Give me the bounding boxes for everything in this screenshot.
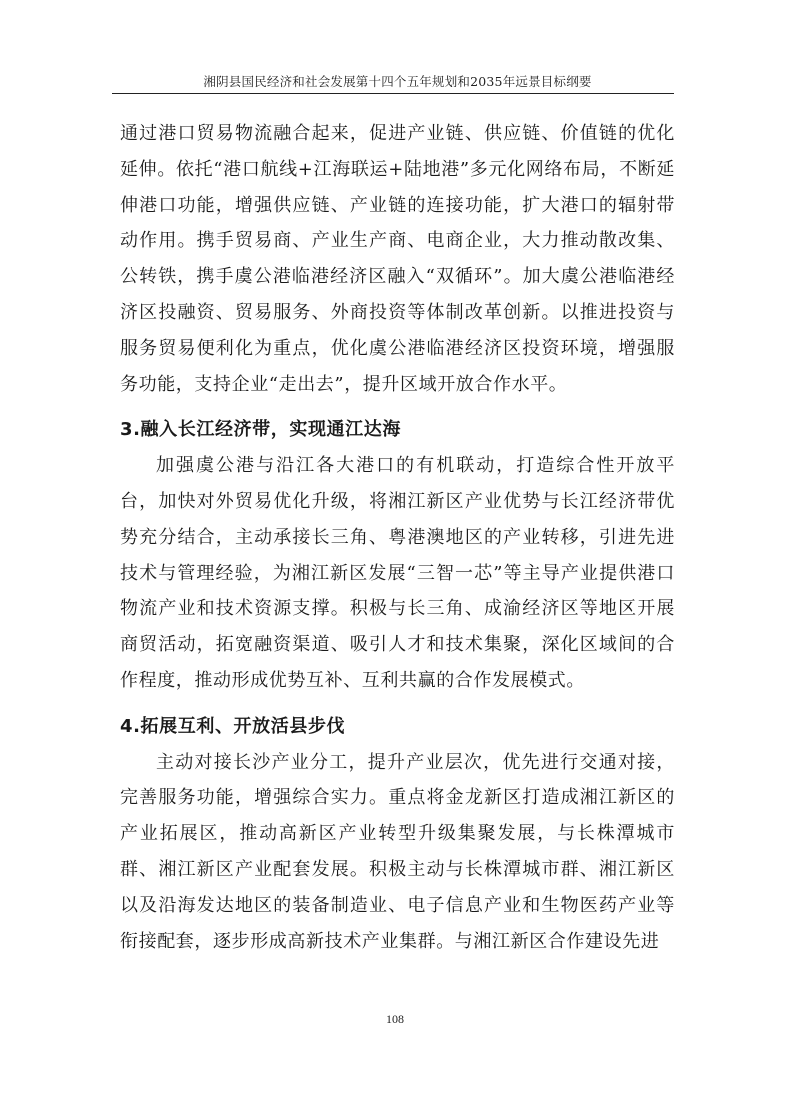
paragraph-section-3: 加强虞公港与沿江各大港口的有机联动，打造综合性开放平台，加快对外贸易优化升级，将湘江新区产业优势与长江经济带优势充分结合，主动承接长三角、粤港澳地区的产业转移，引进先进技术与管理经验，为湘江新区发展“三智一芯”等主导产业提供港口物流产业和技术资源支撑。积极与长三角、成渝经济区等地区开展商贸活动，拓宽融资渠道、吸引人才和技术集聚，深化区域间的合作程度，推动形成优势互补、互利共赢的合作发展模式。: [120, 455, 675, 691]
paragraph-continuation: 通过港口贸易物流融合起来，促进产业链、供应链、价值链的优化延伸。依托“港口航线+江海联运+陆地港”多元化网络布局，不断延伸港口功能，增强供应链、产业链的连接功能，扩大港口的辐射带动作用。携手贸易商、产业生产商、电商企业，大力推动散改集、公转铁，携手虞公港临港经济区融入“双循环”。加大虞公港临港经济区投融资、贸易服务、外商投资等体制改革创新。以推进投资与服务贸易便利化为重点，优化虞公港临港经济区投资环境，增强服务功能，支持企业“走出去”，提升区域开放合作水平。: [120, 123, 675, 395]
running-header: 湘阴县国民经济和社会发展第十四个五年规划和2035年远景目标纲要: [203, 74, 592, 89]
section-heading-4: 4.拓展互利、开放活县步伐: [120, 715, 346, 737]
section-heading-3: 3.融入长江经济带，实现通江达海: [120, 419, 401, 441]
page-body: [120, 116, 675, 959]
header-divider: [112, 93, 674, 94]
paragraph-section-4: 主动对接长沙产业分工，提升产业层次，优先进行交通对接，完善服务功能，增强综合实力。重点将金龙新区打造成湘江新区的产业拓展区，推动高新区产业转型升级集聚发展，与长株潭城市群、湘江新区产业配套发展。积极主动与长株潭城市群、湘江新区以及沿海发达地区的装备制造业、电子信息产业和生物医药产业等衔接配套，逐步形成高新技术产业集群。与湘江新区合作建设先进: [120, 751, 675, 952]
page-number: 108: [386, 1012, 404, 1026]
